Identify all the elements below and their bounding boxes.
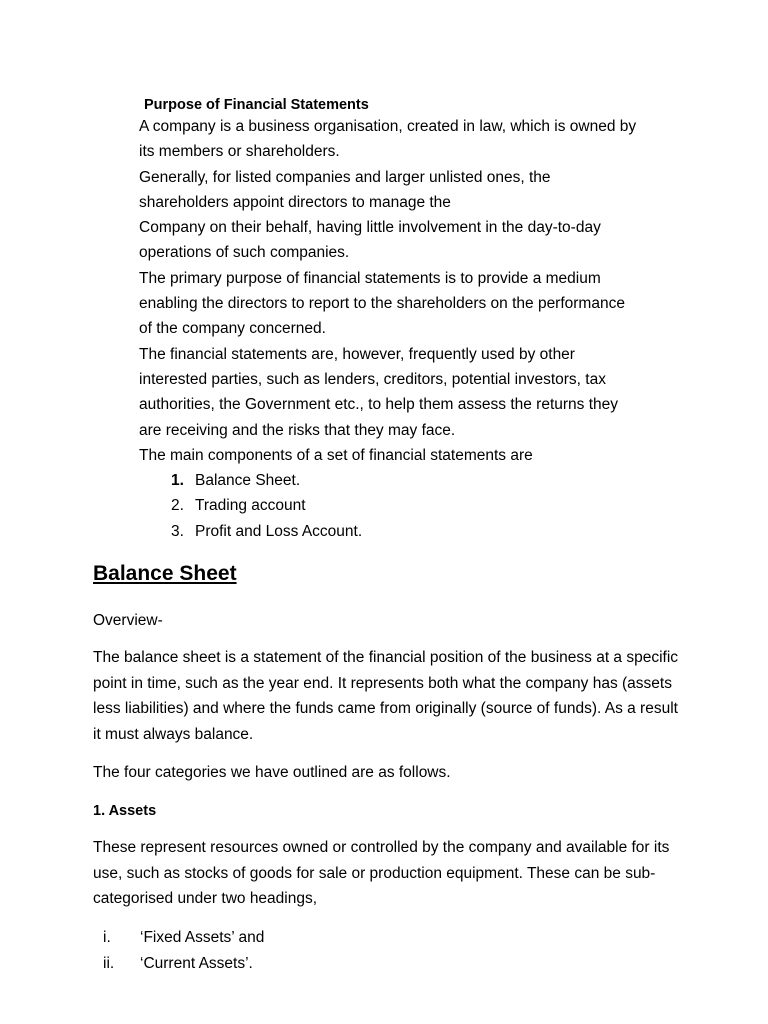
- intro-line: operations of such companies.: [139, 244, 350, 262]
- assets-heading: 1. Assets: [93, 803, 157, 819]
- intro-line: interested parties, such as lenders, creditors, potential investors, tax: [139, 370, 606, 388]
- intro-line: shareholders appoint directors to manage the: [139, 193, 451, 211]
- assets-paragraph: These represent resources owned or controlled by the company and available for its use, such as stocks of goods for sale or production equipment. These can be sub-categorised under two headings,: [93, 839, 670, 907]
- intro-section: [139, 96, 739, 544]
- list-number: 1.: [171, 472, 184, 490]
- balance-sheet-heading: Balance Sheet: [93, 562, 237, 585]
- list-item: [93, 925, 493, 951]
- intro-line: Company on their behalf, having little involvement in the day-to-day: [139, 219, 601, 237]
- asset-headings-list: [93, 925, 493, 977]
- list-item-text: ‘Current Assets’.: [140, 955, 253, 972]
- intro-line: The financial statements are, however, frequently used by other: [139, 345, 575, 363]
- intro-line: authorities, the Government etc., to help them assess the returns they: [139, 396, 619, 414]
- components-list: [139, 468, 739, 544]
- list-item: [139, 493, 739, 518]
- list-item-text: Balance Sheet.: [195, 472, 301, 490]
- list-number: i.: [103, 929, 111, 946]
- intro-line: its members or shareholders.: [139, 143, 340, 161]
- list-number: 2.: [171, 497, 184, 515]
- section-title: Purpose of Financial Statements: [144, 97, 369, 113]
- categories-intro: The four categories we have outlined are as follows.: [93, 764, 451, 781]
- intro-line: The primary purpose of financial statements is to provide a medium: [139, 269, 601, 287]
- list-number: 3.: [171, 522, 184, 540]
- balance-sheet-paragraph: The balance sheet is a statement of the financial position of the business at a specific point in time, such as the year end. It represents both what the company has (assets less liabilities) and where the funds came from originally (source of funds). As a result it must always balance.: [93, 649, 679, 743]
- list-item-text: Profit and Loss Account.: [195, 522, 363, 540]
- intro-line: enabling the directors to report to the shareholders on the performance: [139, 295, 625, 313]
- overview-label: Overview-: [93, 612, 163, 629]
- intro-line: of the company concerned.: [139, 320, 326, 338]
- intro-line: The main components of a set of financial statements are: [139, 446, 533, 464]
- list-item-text: ‘Fixed Assets’ and: [140, 929, 265, 946]
- intro-line: Generally, for listed companies and larger unlisted ones, the: [139, 168, 551, 186]
- list-item-text: Trading account: [195, 497, 306, 515]
- list-number: ii.: [103, 955, 115, 972]
- intro-line: are receiving and the risks that they may face.: [139, 421, 456, 439]
- list-item: [93, 951, 493, 977]
- list-item: [139, 468, 739, 493]
- list-item: [139, 519, 739, 544]
- intro-line: A company is a business organisation, created in law, which is owned by: [139, 118, 637, 135]
